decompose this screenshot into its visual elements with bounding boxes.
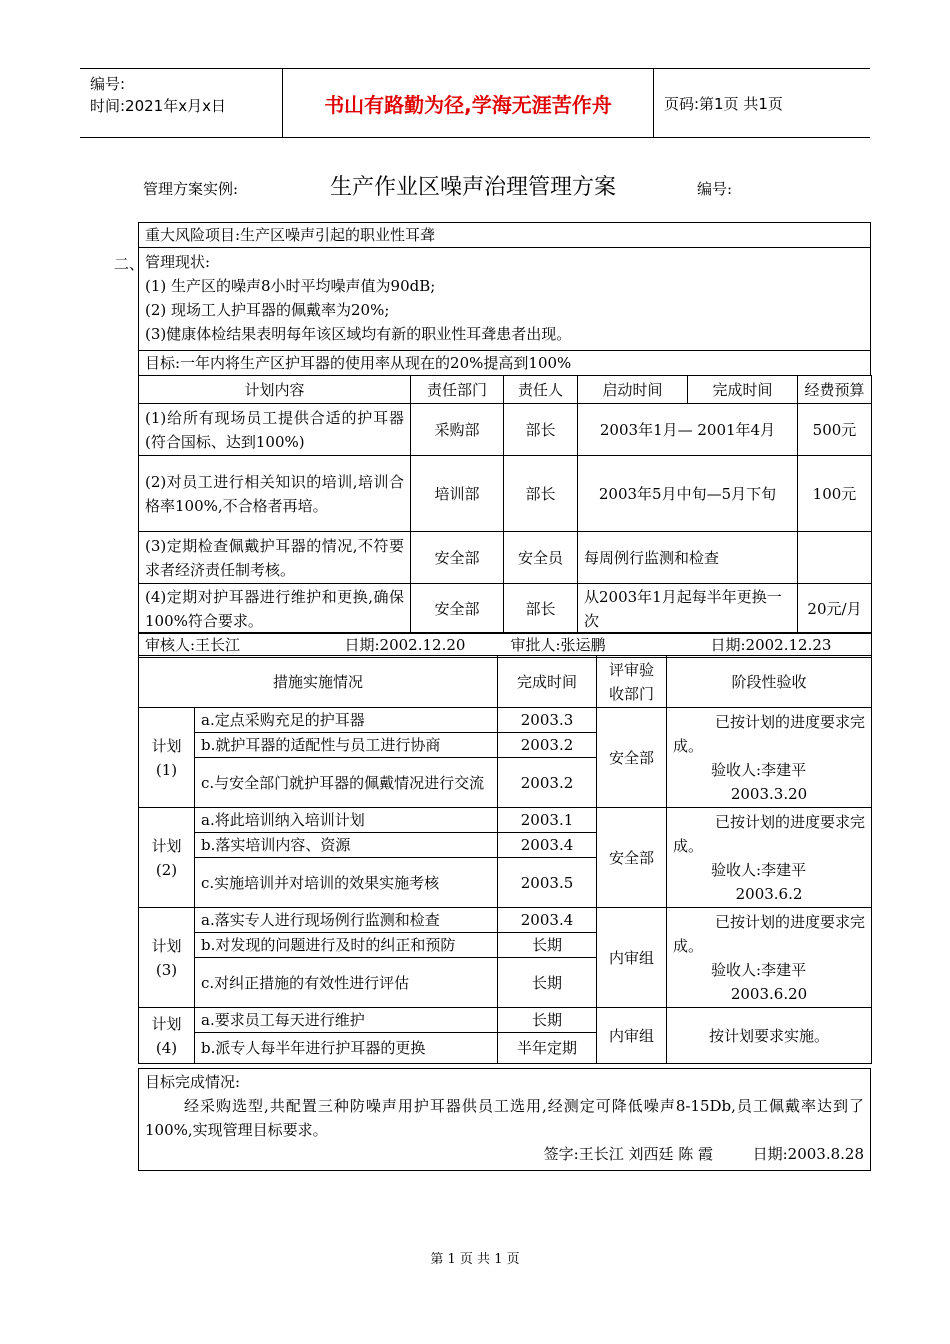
measure-time: 2003.3 — [498, 708, 597, 733]
completion-text: 经采购选型,共配置三种防噪声用护耳器供员工选用,经测定可降低噪声8-15Db,员工佩戴率达到了100%,实现管理目标要求。 — [145, 1097, 864, 1139]
section-mark: 二、 — [114, 255, 145, 273]
status-cell — [139, 248, 871, 351]
col-header: 完成时间 — [498, 656, 597, 708]
acceptance: 已按计划的进度要求完成。 验收人:李建平 2003.3.20 — [667, 708, 872, 808]
measure-item: c.实施培训并对培训的效果实施考核 — [195, 858, 498, 908]
plan-budget: 500元 — [798, 404, 872, 456]
plan-person: 部长 — [504, 584, 578, 634]
plan-person: 部长 — [504, 404, 578, 456]
plan-budget: 20元/月 — [798, 584, 872, 634]
plan-content: (3)定期检查佩戴护耳器的情况,不符要求者经济责任制考核。 — [139, 532, 411, 584]
measure-time: 2003.2 — [498, 733, 597, 758]
col-header: 措施实施情况 — [139, 656, 498, 708]
plan-time: 从2003年1月起每半年更换一次 — [578, 584, 798, 634]
plan-person: 安全员 — [504, 532, 578, 584]
motto: 书山有路勤为径,学海无涯苦作舟 — [282, 69, 654, 137]
page-header — [80, 68, 870, 138]
plan-label: 计划 (3) — [139, 908, 195, 1008]
plan-budget: 100元 — [798, 456, 872, 532]
title-code: 编号: — [697, 180, 733, 198]
plan-content: (2)对员工进行相关知识的培训,培训合格率100%,不合格者再培。 — [139, 456, 411, 532]
col-header: 责任部门 — [411, 376, 504, 404]
acceptance: 已按计划的进度要求完成。 验收人:李建平 2003.6.2 — [667, 808, 872, 908]
col-header: 评审验收部门 — [597, 656, 667, 708]
page-footer: 第 1 页 共 1 页 — [430, 1252, 520, 1267]
table-row — [139, 404, 872, 456]
measure-item: a.将此培训纳入培训计划 — [195, 808, 498, 833]
measure-time: 2003.4 — [498, 833, 597, 858]
col-header: 完成时间 — [688, 376, 798, 404]
reviewer: 审核人:王长江 — [139, 633, 339, 658]
header-left — [90, 73, 226, 117]
goal-text: 目标:一年内将生产区护耳器的使用率从现在的20%提高到100% — [139, 351, 871, 376]
review-date: 日期:2002.12.20 — [339, 633, 505, 658]
col-header: 阶段性验收 — [667, 656, 872, 708]
status-item: (1) 生产区的噪声8小时平均噪声值为90dB; — [145, 277, 436, 295]
implementation-table — [138, 655, 872, 1064]
review-dept: 安全部 — [597, 708, 667, 808]
plan-label: 计划 (4) — [139, 1008, 195, 1064]
measure-time: 2003.5 — [498, 858, 597, 908]
plan-dept: 安全部 — [411, 532, 504, 584]
risk-item: 重大风险项目:生产区噪声引起的职业性耳聋 — [139, 223, 871, 248]
status-item: (3)健康体检结果表明每年该区域均有新的职业性耳聋患者出现。 — [145, 325, 572, 343]
plan-budget — [798, 532, 872, 584]
measure-time: 半年定期 — [498, 1033, 597, 1064]
measure-time: 2003.2 — [498, 758, 597, 808]
measure-time: 长期 — [498, 1008, 597, 1033]
page-label: 页码:第1页 共1页 — [664, 94, 783, 113]
measure-time: 2003.1 — [498, 808, 597, 833]
plan-time: 每周例行监测和检查 — [578, 532, 798, 584]
plan-dept: 安全部 — [411, 584, 504, 634]
code-label: 编号: — [90, 75, 126, 93]
plan-content: (4)定期对护耳器进行维护和更换,确保100%符合要求。 — [139, 584, 411, 634]
table-row — [139, 584, 872, 634]
plan-dept: 培训部 — [411, 456, 504, 532]
time-label: 时间:2021年x月x日 — [90, 97, 226, 115]
col-header: 责任人 — [504, 376, 578, 404]
measure-item: b.落实培训内容、资源 — [195, 833, 498, 858]
measure-item: a.落实专人进行现场例行监测和检查 — [195, 908, 498, 933]
measure-item: b.就护耳器的适配性与员工进行协商 — [195, 733, 498, 758]
plan-content: (1)给所有现场员工提供合适的护耳器(符合国标、达到100%) — [139, 404, 411, 456]
title-label: 管理方案实例: — [143, 180, 239, 198]
col-header: 启动时间 — [578, 376, 688, 404]
measure-item: b.派专人每半年进行护耳器的更换 — [195, 1033, 498, 1064]
measure-item: b.对发现的问题进行及时的纠正和预防 — [195, 933, 498, 958]
completion-sign — [145, 1142, 864, 1166]
completion-cell — [139, 1069, 871, 1171]
status-heading: 管理现状: — [145, 253, 211, 271]
col-header: 经费预算 — [798, 376, 872, 404]
overview-table — [138, 222, 871, 376]
plan-dept: 采购部 — [411, 404, 504, 456]
title-row — [0, 170, 950, 204]
plan-time: 2003年1月— 2001年4月 — [578, 404, 798, 456]
completion-date: 日期:2003.8.28 — [752, 1145, 864, 1163]
table-row — [139, 456, 872, 532]
measure-item: a.要求员工每天进行维护 — [195, 1008, 498, 1033]
table-row — [139, 532, 872, 584]
measure-item: c.对纠正措施的有效性进行评估 — [195, 958, 498, 1008]
review-dept: 安全部 — [597, 808, 667, 908]
review-dept: 内审组 — [597, 1008, 667, 1064]
plan-table — [138, 375, 872, 634]
measure-time: 长期 — [498, 958, 597, 1008]
plan-person: 部长 — [504, 456, 578, 532]
completion-heading: 目标完成情况: — [145, 1073, 241, 1091]
plan-label: 计划 (1) — [139, 708, 195, 808]
measure-time: 长期 — [498, 933, 597, 958]
signers: 签字:王长江 刘西廷 陈 霞 — [543, 1145, 714, 1163]
status-item: (2) 现场工人护耳器的佩戴率为20%; — [145, 301, 390, 319]
page-title: 生产作业区噪声治理管理方案 — [330, 175, 617, 200]
col-header: 计划内容 — [139, 376, 411, 404]
plan-label: 计划 (2) — [139, 808, 195, 908]
completion-table — [138, 1068, 871, 1171]
measure-item: a.定点采购充足的护耳器 — [195, 708, 498, 733]
plan-time: 2003年5月中旬—5月下旬 — [578, 456, 798, 532]
acceptance: 已按计划的进度要求完成。 验收人:李建平 2003.6.20 — [667, 908, 872, 1008]
acceptance: 按计划要求实施。 — [667, 1008, 872, 1064]
approver: 审批人:张运鹏 — [505, 633, 705, 658]
measure-item: c.与安全部门就护耳器的佩戴情况进行交流 — [195, 758, 498, 808]
approve-date: 日期:2002.12.23 — [705, 633, 872, 658]
review-dept: 内审组 — [597, 908, 667, 1008]
measure-time: 2003.4 — [498, 908, 597, 933]
